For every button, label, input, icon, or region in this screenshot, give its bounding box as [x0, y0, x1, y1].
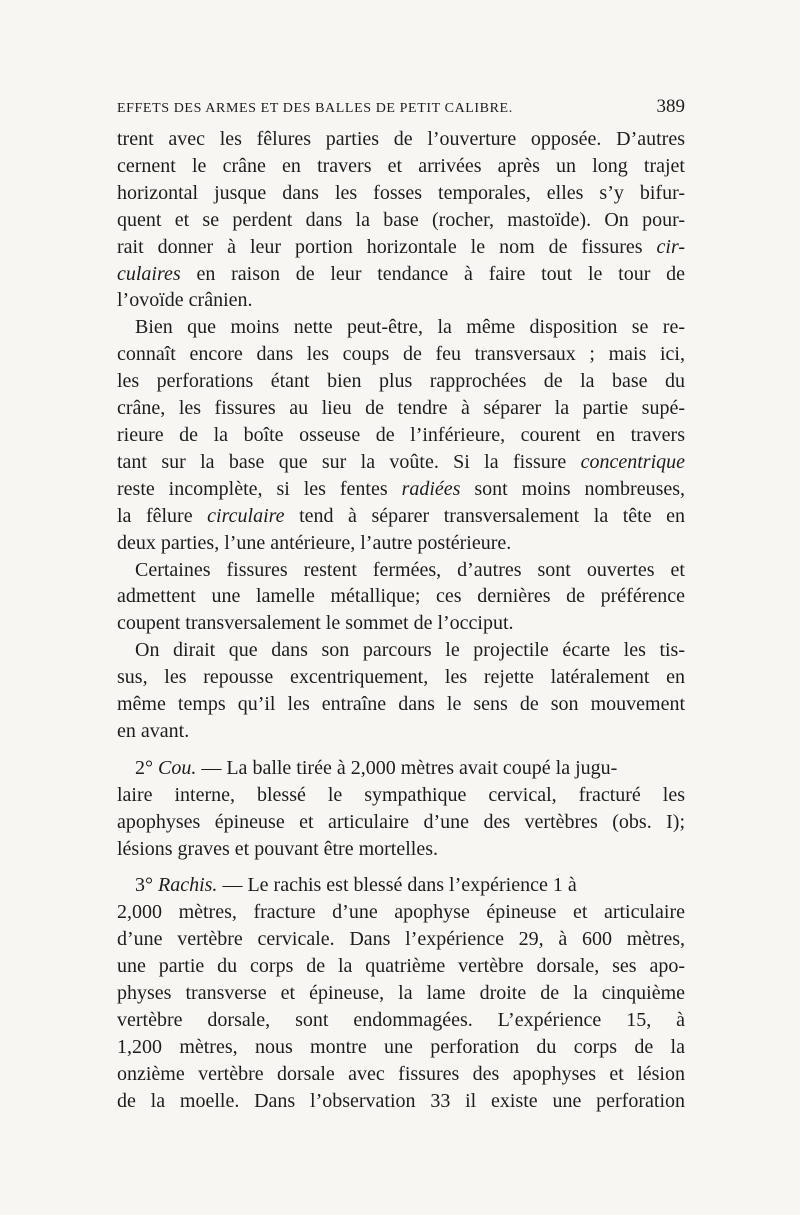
running-title: EFFETS DES ARMES ET DES BALLES DE PETIT CALIBRE. — [117, 101, 513, 116]
text-line: On dirait que dans son parcours le projectile écarte les tis- — [135, 639, 685, 662]
italic-term: circulaire — [207, 504, 285, 527]
text-line: même temps qu’il les entraîne dans le sens de son mouvement — [117, 693, 685, 716]
text-line: admettent une lamelle métallique; ces dernières de préférence — [117, 585, 685, 608]
text-line: en avant. — [117, 719, 190, 742]
italic-term: cir- — [656, 235, 685, 258]
text-run: reste incomplète, si les fentes — [117, 477, 388, 500]
text-line — [117, 234, 685, 261]
text-line: coupent transversalement le sommet de l’occiput. — [117, 612, 514, 635]
section-heading: Rachis. — [158, 874, 218, 897]
text-run: la fêlure — [117, 504, 193, 527]
italic-term: culaires — [117, 262, 181, 285]
text-run: rait donner à leur portion horizontale le nom de fissures — [117, 235, 643, 258]
text-line: horizontal jusque dans les fosses temporales, elles s’y bifur- — [117, 181, 685, 204]
text-run: sont moins nombreuses, — [474, 477, 686, 500]
text-line: Certaines fissures restent fermées, d’autres sont ouvertes et — [135, 558, 685, 581]
text-line — [117, 449, 685, 476]
text-line: trent avec les fêlures parties de l’ouverture opposée. D’autres — [117, 128, 685, 150]
paragraph-gap — [117, 745, 685, 755]
text-line: connaît encore dans les coups de feu transversaux ; mais ici, — [117, 343, 685, 366]
text-line: physes transverse et épineuse, la lame droite de la cinquième — [117, 982, 685, 1005]
text-line: lésions graves et pouvant être mortelles. — [117, 837, 439, 860]
paragraph-gap — [117, 862, 685, 872]
text-run: — Le rachis est blessé dans l’expérience 1 à — [217, 874, 577, 897]
text-line: les perforations étant bien plus rapprochées de la base du — [117, 370, 685, 393]
text-line — [117, 503, 685, 530]
text-line: rieure de la boîte osseuse de l’inférieure, courent en travers — [117, 423, 685, 446]
text-line: d’une vertèbre cervicale. Dans l’expérience 29, à 600 mètres, — [117, 928, 685, 951]
page-number: 389 — [656, 96, 685, 117]
text-line: quent et se perdent dans la base (rocher, mastoïde). On pour- — [117, 208, 685, 231]
text-line — [117, 872, 685, 899]
text-line: deux parties, l’une antérieure, l’autre postérieure. — [117, 531, 512, 554]
text-line: sus, les repousse excentriquement, les rejette latéralement en — [117, 666, 685, 689]
text-line: vertèbre dorsale, sont endommagées. L’expérience 15, à — [117, 1009, 685, 1031]
text-line: 2,000 mètres, fracture d’une apophyse épineuse et articulaire — [117, 901, 685, 924]
text-line — [117, 261, 685, 288]
text-line: Bien que moins nette peut-être, la même disposition se re- — [135, 316, 685, 339]
italic-term: concentrique — [580, 450, 685, 473]
text-run: — La balle tirée à 2,000 mètres avait coupé la jugu- — [196, 756, 618, 779]
running-header — [117, 96, 685, 118]
text-line — [117, 476, 685, 503]
text-line: laire interne, blessé le sympathique cervical, fracturé les — [117, 783, 685, 806]
text-line: cernent le crâne en travers et arrivées après un long trajet — [117, 154, 685, 177]
text-run: tend à séparer transversalement la tête en — [299, 504, 686, 527]
body-text — [117, 126, 685, 1115]
italic-term: radiées — [401, 477, 461, 500]
section-number: 2° — [135, 756, 158, 779]
text-line — [117, 755, 685, 782]
text-line: de la moelle. Dans l’observation 33 il existe une perforation — [117, 1089, 685, 1112]
text-run: en raison de leur tendance à faire tout le tour de — [196, 262, 686, 285]
text-line: apophyses épineuse et articulaire d’une des vertèbres (obs. I); — [117, 810, 685, 833]
section-heading: Cou. — [158, 756, 197, 779]
section-number: 3° — [135, 874, 158, 897]
text-line: une partie du corps de la quatrième vertèbre dorsale, ses apo- — [117, 955, 685, 978]
text-run: tant sur la base que sur la voûte. Si la fissure — [117, 450, 567, 473]
text-line: 1,200 mètres, nous montre une perforation du corps de la — [117, 1035, 685, 1058]
text-line: onzième vertèbre dorsale avec fissures des apophyses et lésion — [117, 1062, 685, 1085]
text-line: crâne, les fissures au lieu de tendre à séparer la partie supé- — [117, 397, 685, 420]
text-line: l’ovoïde crânien. — [117, 289, 253, 312]
